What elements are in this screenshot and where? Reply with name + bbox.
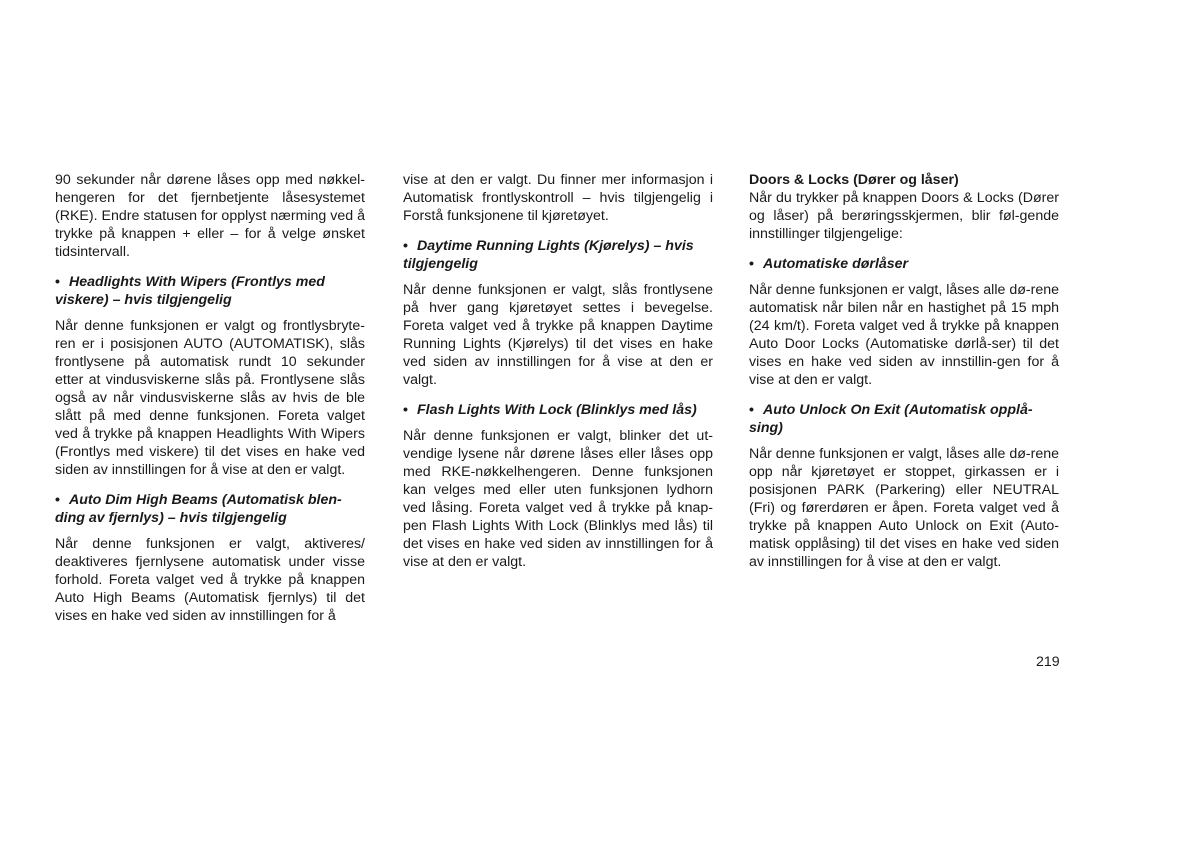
bullet-heading bbox=[55, 491, 365, 527]
bullet-icon: • bbox=[749, 402, 754, 418]
paragraph: Når denne funksjonen er valgt, låses alle dø-rene opp når kjøretøyet er stoppet, girkassen er i posisjonen PARK (Parkering) eller NEUTRAL (Fri) og førerdøren er åpen. Foreta valget ved å trykke på knappen Auto Unlock on Exit (Auto-matisk opplåsing) til det vises en hake ved siden av innstillingen for å vise at den er valgt. bbox=[749, 446, 1059, 570]
heading-text: Headlights With Wipers (Frontlys med viskere) – hvis tilgjengelig bbox=[55, 274, 325, 308]
text-column-right bbox=[749, 171, 1059, 571]
bullet-icon: • bbox=[749, 256, 754, 272]
bullet-heading bbox=[403, 237, 713, 273]
bullet-icon: • bbox=[55, 274, 60, 290]
heading-text: Flash Lights With Lock (Blinklys med lås) bbox=[417, 402, 697, 418]
bullet-heading bbox=[749, 401, 1059, 437]
section-title: Doors & Locks (Dører og låser) bbox=[749, 172, 959, 188]
paragraph: Når denne funksjonen er valgt, blinker det ut-vendige lysene når dørene låses eller låses opp med RKE-nøkkelhengeren. Denne funksjonen kan velges med eller uten funksjonen lydhorn ved låsing. Foreta valget ved å trykke på knap-pen Flash Lights With Lock (Blinklys med lås) til det vises en hake ved siden av innstillingen for å vise at den er valgt. bbox=[403, 428, 713, 570]
text-column-left bbox=[55, 171, 365, 625]
heading-text: Daytime Running Lights (Kjørelys) – hvis tilgjengelig bbox=[403, 238, 694, 272]
paragraph: Når denne funksjonen er valgt, låses alle dø-rene automatisk når bilen når en hastighet på 15 mph (24 km/t). Foreta valget ved å trykke på knappen Auto Door Locks (Automatiske dørlå-ser) til det vises en hake ved siden av innstillin-gen for å vise at den er valgt. bbox=[749, 282, 1059, 388]
heading-text: Auto Dim High Beams (Automatisk blen-ding av fjernlys) – hvis tilgjengelig bbox=[55, 492, 342, 526]
heading-text: Automatiske dørlåser bbox=[763, 256, 909, 272]
heading-text: Auto Unlock On Exit (Automatisk opplå-sing) bbox=[749, 402, 1033, 436]
page-number: 219 bbox=[1036, 654, 1060, 670]
bullet-icon: • bbox=[403, 238, 408, 254]
paragraph: vise at den er valgt. Du finner mer informasjon i Automatisk frontlyskontroll – hvis tilgjengelig i Forstå funksjonene til kjøretøyet. bbox=[403, 172, 713, 224]
text-column-middle bbox=[403, 171, 713, 571]
paragraph: Når denne funksjonen er valgt og frontlysbryte-ren er i posisjonen AUTO (AUTOMATISK), slås frontlysene på automatisk rundt 10 sekunder etter at vindusviskerne slås på. Frontlysene slås også av når vindusviskerne slås av hvis de ble slått på med denne funksjonen. Foreta valget ved å trykke på knappen Headlights With Wipers (Frontlys med viskere) til det vises en hake ved siden av innstillingen for å vise at den er valgt. bbox=[55, 318, 365, 478]
paragraph: Når denne funksjonen er valgt, aktiveres/ deaktiveres fjernlysene automatisk under visse forhold. Foreta valget ved å trykke på knappen Auto High Beams (Automatisk fjernlys) til det vises en hake ved siden av innstillingen for å bbox=[55, 536, 365, 624]
bullet-icon: • bbox=[55, 492, 60, 508]
paragraph: Når denne funksjonen er valgt, slås frontlysene på hver gang kjøretøyet settes i bevegelse. Foreta valget ved å trykke på knappen Daytime Running Lights (Kjørelys) til det vises en hake ved siden av innstillingen for å vise at den er valgt. bbox=[403, 282, 713, 388]
paragraph: Når du trykker på knappen Doors & Locks (Dører og låser) på berøringsskjermen, blir føl-gende innstillinger tilgjengelige: bbox=[749, 190, 1059, 242]
bullet-heading bbox=[403, 401, 713, 419]
bullet-heading bbox=[55, 273, 365, 309]
bullet-heading bbox=[749, 255, 1059, 273]
paragraph: 90 sekunder når dørene låses opp med nøkkel-hengeren for det fjernbetjente låsesystemet (RKE). Endre statusen for opplyst nærming ved å trykke på knappen + eller – for å velge ønsket tidsintervall. bbox=[55, 172, 365, 260]
bullet-icon: • bbox=[403, 402, 408, 418]
